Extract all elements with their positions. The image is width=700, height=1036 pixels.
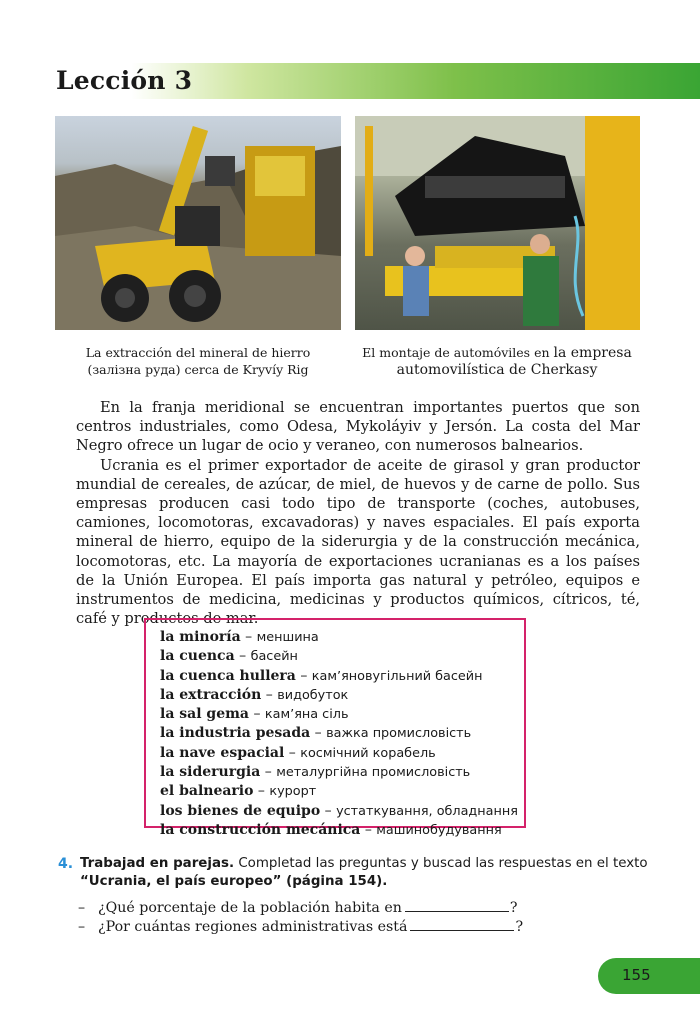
- page-number: 155: [622, 966, 651, 984]
- question-item: – ¿Por cuántas regiones administrativas está ?: [78, 919, 524, 935]
- vocab-translation: басейн: [250, 649, 298, 665]
- vocab-translation: видобуток: [277, 687, 349, 703]
- vocabulary-box: [144, 618, 526, 838]
- mining-photo: [55, 116, 341, 330]
- vocab-entry: los bienes de equipo – устаткування, обладнання: [160, 802, 518, 819]
- caption-line: (залізна руда) cerca de Kryvíy Rig: [87, 362, 309, 377]
- paragraph: Ucrania es el primer exportador de aceite de girasol y gran productor mundial de cereales, de azúcar, de miel, de huevos y de carne de pollo. Sus empresas producen casi todo tipo de transporte (coches, autobuses, camiones, locomotoras, excavadoras) y naves espaciales. El país exporta mineral de hierro, equipo de la siderurgia y de la construcción mecánica, locomotoras, etc. La mayoría de exportaciones ucranianas es a los países de la Unión Europea. El país importa gas natural y petróleo, equipos e instrumentos de medicina, medicinas y productos químicos, cítricos, té, café y productos de mar.: [76, 456, 640, 628]
- vocab-entry: la minoría – меншина: [160, 629, 319, 645]
- vocab-entry: la cuenca – басейн: [160, 648, 298, 665]
- question-item: – ¿Qué porcentaje de la población habita en ?: [78, 900, 518, 916]
- caption-strong: automovilística de Cherkasy: [396, 362, 598, 378]
- vocab-term: la sal gema: [160, 706, 249, 723]
- vocab-entry: la siderurgia – металургійна промисловість: [160, 764, 471, 781]
- vocab-translation: кам’яновугільний басейн: [311, 668, 483, 684]
- vocab-term: los bienes de equipo: [160, 802, 321, 819]
- car-assembly-photo-caption: [352, 344, 642, 379]
- vocab-entry: la cuenca hullera – кам’яновугільний басейн: [160, 667, 483, 684]
- exercise-number: 4.: [58, 856, 74, 872]
- car-assembly-illustration: [355, 116, 640, 330]
- vocab-translation: машинобудування: [376, 822, 502, 838]
- question-text: ¿Qué porcentaje de la población habita en: [98, 900, 402, 916]
- vocab-entry: la nave espacial – космічний корабель: [160, 744, 436, 761]
- vocab-translation: металургійна промисловість: [276, 765, 471, 781]
- vocab-term: la nave espacial: [160, 744, 285, 761]
- vocab-translation: меншина: [256, 630, 319, 645]
- vocab-translation: кам’яна сіль: [264, 707, 349, 723]
- question-text: ¿Por cuántas regiones administrativas está: [98, 919, 408, 935]
- vocab-term: la industria pesada: [160, 725, 311, 742]
- car-assembly-photo: [355, 116, 640, 330]
- vocab-entry: la construcción mecánica – машинобудування: [160, 821, 502, 838]
- exercise-4: [58, 855, 648, 891]
- vocab-term: el balneario: [160, 783, 254, 800]
- caption-prefix: El montaje de automóviles en: [362, 345, 550, 360]
- vocab-translation: важка промисловість: [326, 726, 472, 742]
- vocab-term: la siderurgia: [160, 764, 261, 781]
- answer-blank[interactable]: [405, 899, 509, 912]
- mining-truck-illustration: [55, 116, 341, 330]
- answer-blank[interactable]: [410, 918, 514, 931]
- vocab-term: la cuenca: [160, 648, 235, 665]
- vocab-term: la extracción: [160, 686, 262, 703]
- exercise-instruction: Trabajad en parejas. Completad las preguntas y buscad las respuestas en el texto “Ucrania, el país europeo” (página 154).: [80, 856, 648, 889]
- caption-strong: la empresa: [553, 345, 632, 361]
- vocab-entry: la industria pesada – важка промисловість: [160, 725, 472, 742]
- paragraph: En la franja meridional se encuentran importantes puertos que son centros industriales, como Odesa, Mykoláyiv y Jersón. La costa del Mar Negro ofrece un lugar de ocio y veraneo, con numerosos balnearios.: [76, 399, 640, 455]
- lesson-title: Lección 3: [56, 66, 193, 95]
- vocab-term: la construcción mecánica: [160, 821, 361, 838]
- vocab-entry: el balneario – курорт: [160, 783, 317, 800]
- exercise-questions: [78, 899, 638, 937]
- mining-photo-caption: [62, 344, 334, 378]
- vocab-translation: курорт: [269, 784, 317, 800]
- vocab-entry: la sal gema – кам’яна сіль: [160, 706, 349, 723]
- main-text: [76, 398, 640, 628]
- vocab-translation: устаткування, обладнання: [336, 803, 518, 819]
- vocab-term: la cuenca hullera: [160, 667, 296, 684]
- vocab-translation: космічний корабель: [300, 745, 436, 761]
- vocab-entry: la extracción – видобуток: [160, 686, 349, 703]
- vocab-term: la minoría: [160, 629, 241, 645]
- caption-line: La extracción del mineral de hierro: [85, 345, 311, 360]
